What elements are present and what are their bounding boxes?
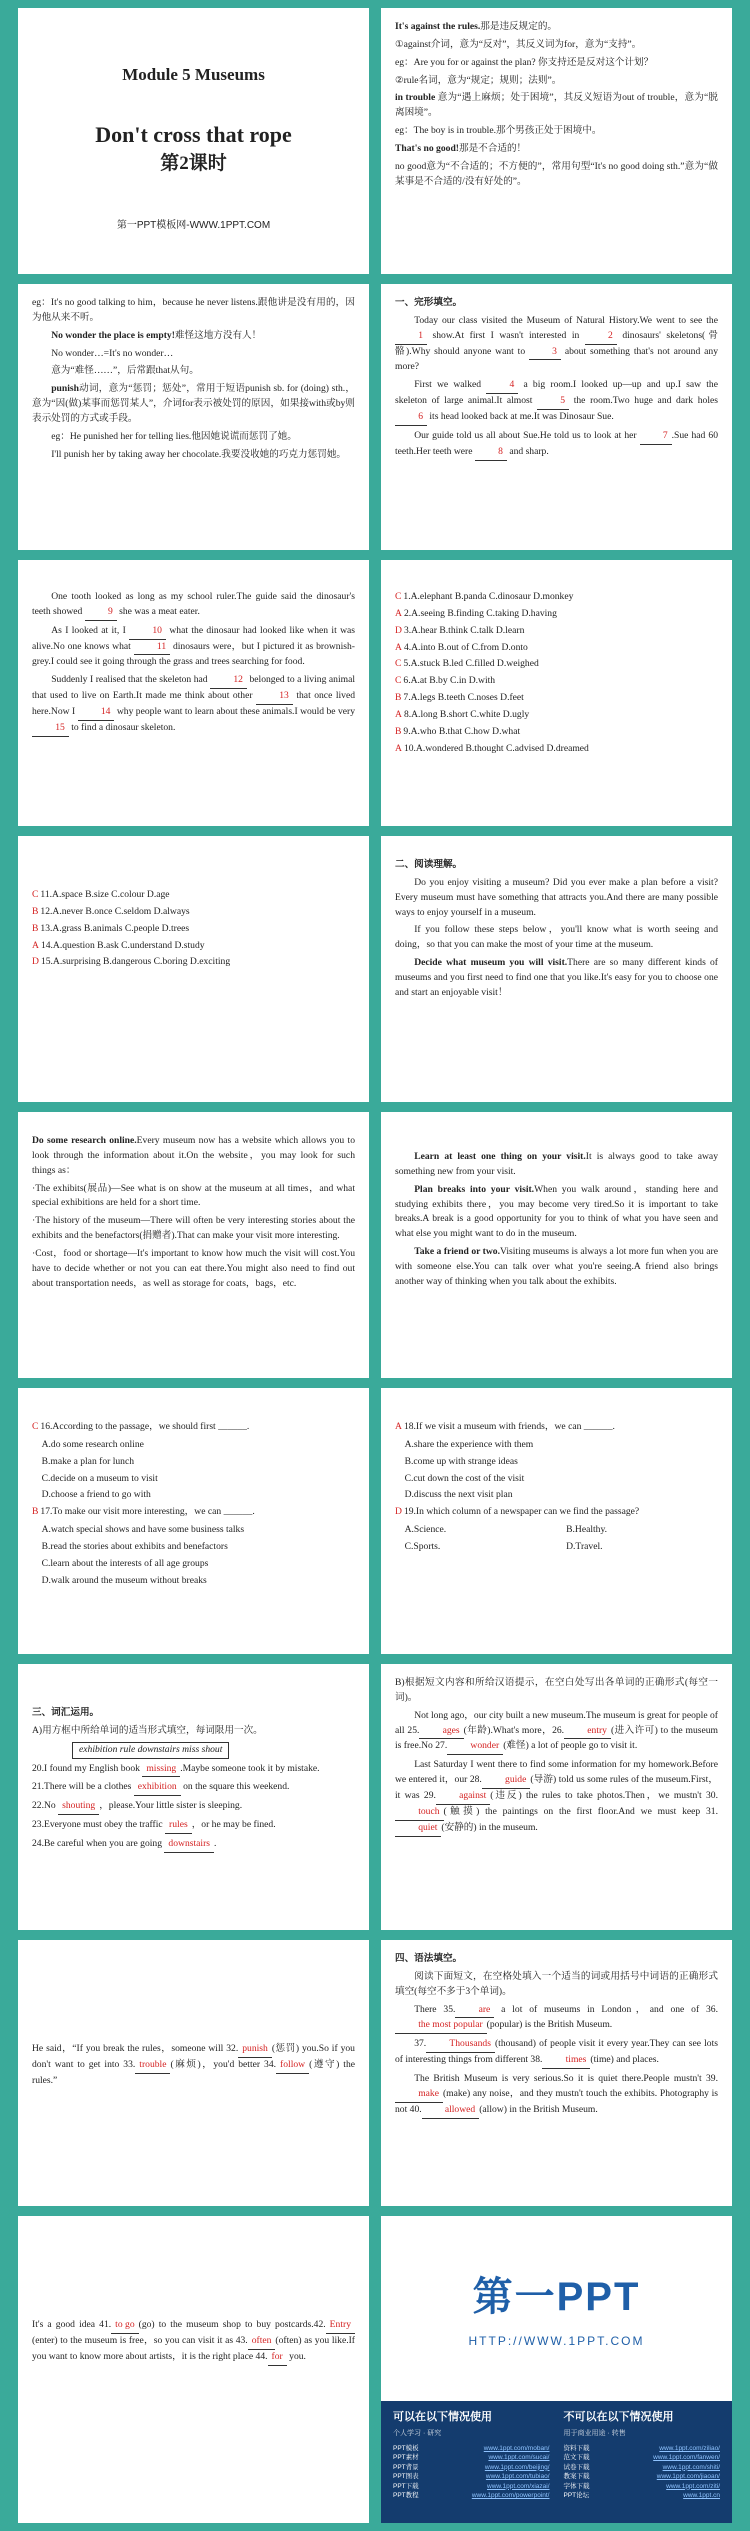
paragraph: If you follow these steps below，you'll know what is worth seeing and doing，so that you can make the most of your time at the museum.: [395, 924, 718, 951]
text: ，please.Your little sister is sleeping.: [99, 1800, 243, 1812]
blank: downstairs: [164, 1837, 214, 1853]
blank: 6: [395, 410, 427, 426]
text: (惩罚) you.So if you don't want to get into 33.: [32, 2043, 355, 2070]
option-item: [395, 691, 718, 706]
blank: Entry: [326, 2318, 355, 2334]
paragraph: ·The exhibits(展品)—See what is on show at the museum at all times，and what special exhibitions are held for a short time.: [32, 1182, 355, 1209]
option-text: 11.A.space B.size C.colour D.age: [40, 889, 170, 900]
blank: 10: [129, 624, 166, 640]
option-list: [32, 1438, 355, 1503]
disallowed-column: [564, 2409, 721, 2515]
link-url[interactable]: www.1ppt.com/jiaoan/: [656, 2473, 720, 2481]
subheading: Take a friend or two.: [414, 1246, 500, 1258]
text: that once lived here.Now I: [32, 690, 355, 718]
text: to find a dinosaur skeleton.: [71, 721, 176, 733]
text: its head looked back at me.It was Dinosaur Sue.: [429, 411, 614, 423]
blank: exhibition: [134, 1780, 181, 1796]
text: The British Museum is very serious.So it is quiet there.People mustn't 39.: [414, 2073, 718, 2085]
link-row[interactable]: [393, 2453, 550, 2462]
note: 意为“难怪……”，后常跟that从句。: [51, 365, 199, 377]
instruction: 阅读下面短文，在空格处填入一个适当的词或用括号中词语的正确形式填空(每空不多于3个单词)。: [395, 1970, 718, 1997]
blank: 12: [210, 673, 247, 689]
option-text: 4.A.into B.out of C.from D.onto: [403, 641, 528, 653]
option-list: [395, 1438, 718, 1503]
logo-area: [381, 2216, 732, 2401]
answer: A: [395, 742, 402, 754]
paragraph: Every museum now has a website which allows you to look through the information about it.On the website，you may look for such things as：: [32, 1135, 355, 1176]
blank: 2: [585, 329, 617, 345]
text: 20.I found my English book: [32, 1762, 140, 1774]
slide-vocabulary-b-cont: [18, 1940, 369, 2206]
link-name: PPT下载: [393, 2482, 419, 2490]
option-item: [395, 590, 718, 605]
text: and sharp.: [509, 445, 549, 457]
answer: C: [395, 658, 402, 670]
slide-cloze-options-1: [381, 560, 732, 826]
text: about something that's not around any more?: [395, 345, 718, 373]
translation: 那是不合适的！: [458, 143, 527, 155]
note: ①against介词，意为“反对”，其反义词为for，意为“支持”。: [395, 38, 642, 50]
answer: C: [32, 889, 39, 900]
answer: C: [32, 1421, 39, 1432]
slide-cloze-options-2: [18, 836, 369, 1102]
link-name: PPT论坛: [563, 2492, 590, 2499]
blank: wonder: [447, 1739, 503, 1755]
text: .Maybe someone took it by mistake.: [180, 1762, 320, 1774]
option-item: D.Travel.: [566, 1541, 603, 1553]
option-text: 3.A.hear B.think C.talk D.learn: [403, 624, 525, 636]
blank: against: [436, 1789, 490, 1805]
example: eg：The boy is in trouble.那个男孩正处于困境中。: [395, 125, 602, 137]
slide-cloze-passage-2: [18, 560, 369, 826]
blank: to go: [111, 2318, 138, 2334]
question: 19.In which column of a newspaper can we find the passage?: [403, 1506, 640, 1518]
text: 22.No: [32, 1800, 56, 1812]
option-item: C.decide on a museum to visit: [41, 1472, 158, 1484]
blank: 8: [475, 445, 507, 461]
text: she was a meat eater.: [119, 605, 200, 617]
slide-reading-3: [381, 1112, 732, 1378]
example: I'll punish her by taking away her chocolate.我要没收她的巧克力惩罚她。: [51, 448, 347, 460]
option-text: 1.A.elephant B.panda C.dinosaur D.monkey: [403, 591, 574, 602]
link-url[interactable]: www.1ppt.com/ziliao/: [659, 2444, 720, 2452]
text: (难怪) a lot of people go to visit it.: [503, 1740, 638, 1752]
text: (enter) to the museum is free，so you can visit it as 43.: [32, 2334, 248, 2346]
option-list: [32, 888, 355, 970]
link-url[interactable]: www.1ppt.com/shiti/: [662, 2463, 720, 2471]
translation: 那是违反规定的。: [480, 21, 558, 32]
phrase: punish: [51, 383, 79, 395]
answer: D: [32, 956, 39, 968]
blank: trouble: [135, 2058, 170, 2074]
option-item: D.discuss the next visit plan: [404, 1489, 513, 1501]
option-item: [395, 708, 718, 723]
allowed-title: 可以在以下情况使用: [393, 2411, 492, 2423]
text: Last Saturday I went there to find some information for my homework.Before we entered it，our 28.: [395, 1759, 718, 1786]
option-text: 10.A.wondered B.thought C.advised D.dreamed: [403, 742, 589, 754]
blank: 5: [537, 394, 569, 410]
text: (导游) told us some rules of the museum.First，it was 29.: [395, 1774, 718, 1802]
link-row[interactable]: [564, 2463, 721, 2472]
link-row[interactable]: [393, 2491, 550, 2500]
option-item: [32, 939, 355, 954]
link-list: [564, 2444, 721, 2501]
paragraph: It is always good to take away something new from your visit.: [395, 1151, 718, 1177]
option-item: C.Sports.: [404, 1541, 441, 1553]
answer: B: [32, 905, 39, 917]
answer: D: [395, 1506, 402, 1518]
text: (年龄).What's more，26.: [463, 1724, 565, 1736]
blank: 4: [486, 378, 518, 394]
option-text: 7.A.legs B.teeth C.noses D.feet: [403, 692, 524, 704]
subheading: Learn at least one thing on your visit.: [414, 1151, 586, 1162]
link-url[interactable]: www.1ppt.com/moban/: [483, 2444, 550, 2452]
link-url[interactable]: www.1ppt.com/beijing/: [484, 2463, 550, 2471]
text: First we walked: [414, 379, 482, 391]
blank: times: [542, 2053, 590, 2069]
link-url[interactable]: www.1ppt.com/ziti/: [666, 2482, 720, 2490]
answer: B: [395, 725, 402, 737]
blank: 14: [78, 705, 115, 721]
example: eg：It's no good talking to him，because he never listens.跟他讲是没有用的，因为他从来不听。: [32, 297, 355, 323]
text: dinosaurs' skeletons(骨骼).Why should anyone want to: [395, 329, 718, 357]
phrase: No wonder the place is empty!: [51, 329, 175, 341]
paragraph: Visiting museums is always a lot more fun when you are with someone else.You can talk over what you're seeing.A friend also brings another way of thinking when you talk about the exhibits.: [395, 1246, 718, 1287]
link-url[interactable]: www.1ppt.com/powerpoint/: [471, 2492, 550, 2499]
answer: A: [395, 641, 402, 653]
text: you.: [289, 2350, 306, 2362]
link-name: 字体下载: [563, 2482, 590, 2490]
paragraph: Do you enjoy visiting a museum? Did you ever make a plan before a visit? Every museum must have something that attracts you.And there are many possible ways to enjoy yourself in a museum.: [395, 876, 718, 918]
slide-vocabulary-b: [381, 1664, 732, 1930]
text: (make) any noise，and they mustn't touch the exhibits. Photography is not 40.: [395, 2087, 718, 2115]
text: the room.Two huge and dark holes: [573, 395, 718, 407]
slide-reading-2: [18, 1112, 369, 1378]
slide-reading-questions-2: [381, 1388, 732, 1654]
text: (违反) the rules to take photos.Then，we mustn't 30.: [490, 1790, 719, 1802]
blank: are: [455, 2003, 494, 2019]
slide-notes-2: [18, 284, 369, 550]
answer: B: [32, 1506, 39, 1518]
text: .Sue had 60 teeth.Her teeth were: [395, 429, 718, 457]
section-heading: 一、完形填空。: [395, 297, 463, 308]
lesson-number: 第2课时: [160, 152, 227, 174]
note: 意为“遇上麻烦；处于困境”，其反义短语为out of trouble，意为“脱离困境”。: [395, 92, 719, 119]
link-row[interactable]: [393, 2444, 550, 2453]
section-heading: 二、阅读理解。: [395, 859, 463, 870]
text: Suddenly I realised that the skeleton had: [51, 674, 208, 686]
blank: shouting: [58, 1799, 99, 1815]
slide-title: [18, 8, 369, 274]
blank: quiet: [395, 1821, 441, 1837]
blank: make: [395, 2087, 443, 2103]
option-text: 13.A.grass B.animals C.people D.trees: [40, 922, 190, 934]
option-text: 9.A.who B.that C.how D.what: [403, 725, 521, 737]
option-item: B.read the stories about exhibits and benefactors: [41, 1541, 228, 1553]
link-row[interactable]: [564, 2482, 721, 2491]
link-name: PPT教程: [393, 2492, 419, 2499]
allowed-sub: 个人学习 · 研究: [393, 2430, 442, 2438]
note: No wonder…=It's no wonder…: [51, 347, 174, 359]
section-heading: 四、语法填空。: [395, 1953, 463, 1964]
slide-cloze-passage-1: [381, 284, 732, 550]
blank: allowed: [422, 2103, 480, 2119]
slide-notes-1: [381, 8, 732, 274]
example: eg：He punished her for telling lies.他因她说谎而惩罚了她。: [51, 430, 297, 442]
link-row[interactable]: [393, 2463, 550, 2472]
option-text: 5.A.stuck B.led C.filled D.weighed: [403, 658, 539, 670]
text: 23.Everyone must obey the traffic: [32, 1819, 163, 1831]
question: 16.According to the passage，we should first ______.: [40, 1421, 250, 1432]
link-row[interactable]: [564, 2472, 721, 2481]
option-item: B.Healthy.: [566, 1524, 608, 1536]
translation: 难怪这地方没有人！: [174, 329, 262, 341]
text: (go) to the museum shop to buy postcards.42.: [138, 2319, 326, 2330]
option-item: [395, 624, 718, 639]
module-title: Module 5 Museums: [122, 65, 265, 84]
example: eg：Are you for or against the plan? 你支持还是反对这个计划？: [395, 56, 654, 68]
paragraph: ·Cost，food or shortage—It's important to know how much the visit will cost.You have to decide whether or not you can eat there.You might also need to find out about transportation needs，as well as storage for coats，bags，etc.: [32, 1248, 355, 1289]
text: on the square this weekend.: [183, 1781, 290, 1793]
answer: D: [395, 624, 402, 636]
paragraph: ·The history of the museum—There will often be very interesting stories about the exhibits and the benefactors(捐赠者).That can make your visit more interesting.: [32, 1215, 355, 1242]
note: ②rule名词，意为“规定；规则；法则”。: [395, 74, 562, 86]
link-name: 试卷下载: [563, 2463, 590, 2471]
text: dinosaurs were，but I pictured it as brownish-grey.I could see it going through the grass and trees searching for food.: [32, 640, 355, 668]
link-name: PPT背景: [393, 2463, 419, 2471]
allowed-column: [393, 2409, 550, 2515]
question: 17.To make our visit more interesting，we can ______.: [40, 1506, 255, 1518]
note: 动词，意为“惩罚；惩处”，常用于短语punish sb. for (doing) sth.，意为“因(做)某事而惩罚某人”，介词for表示被处罚的原因，如果接with或by则表示处罚的方式或手段。: [32, 383, 355, 425]
text: (time) and places.: [590, 2054, 659, 2066]
slide-reading-1: [381, 836, 732, 1102]
phrase: That's no good!: [395, 143, 459, 155]
answer: B: [32, 922, 39, 934]
text: (often) as you like.If you want to know more about artists，it is the right place 44.: [32, 2334, 355, 2362]
blank: 3: [529, 345, 561, 361]
subheading: Plan breaks into your visit.: [414, 1183, 535, 1195]
usage-panel: [381, 2401, 732, 2523]
text: (安静的) in the museum.: [441, 1821, 538, 1833]
text: .: [214, 1838, 217, 1850]
text: 21.There will be a clothes: [32, 1781, 132, 1793]
text: (thousand) of people visit it every year.They can see lots of interesting things from different 38.: [395, 2038, 718, 2066]
option-item: [395, 674, 718, 689]
section-heading: 三、词汇运用。: [32, 1707, 100, 1718]
option-item: [32, 888, 355, 903]
blank: Thousands: [426, 2037, 495, 2053]
blank: punish: [238, 2042, 272, 2058]
link-row[interactable]: [393, 2482, 550, 2491]
option-item: A.do some research online: [41, 1438, 144, 1450]
text: ，or he may be fined.: [191, 1819, 276, 1831]
answer: A: [32, 939, 39, 951]
option-text: 8.A.long B.short C.white D.ugly: [403, 709, 530, 721]
blank: 11: [134, 640, 170, 656]
link-row[interactable]: [393, 2472, 550, 2481]
blank: entry: [564, 1724, 611, 1740]
slide-vocabulary-a: [18, 1664, 369, 1930]
disallowed-title: 不可以在以下情况使用: [563, 2411, 674, 2423]
text: why people want to learn about these animals.I would be very: [116, 706, 356, 718]
option-item: D.choose a friend to go with: [41, 1489, 151, 1501]
blank: 1: [395, 329, 427, 345]
blank: guide: [482, 1773, 531, 1789]
option-item: D.walk around the museum without breaks: [41, 1574, 207, 1586]
brand-logo: 第一PPT: [472, 2275, 641, 2320]
disallowed-sub: 用于商业用途 · 转售: [563, 2430, 626, 2438]
text: 24.Be careful when you are going: [32, 1838, 163, 1850]
link-row[interactable]: [564, 2444, 721, 2453]
text: show.At first I wasn't interested in: [432, 329, 580, 341]
text: (allow) in the British Museum.: [479, 2103, 598, 2115]
link-row[interactable]: [564, 2491, 721, 2500]
answer: A: [395, 1421, 402, 1432]
option-item: [395, 742, 718, 757]
text: belonged to a living animal that used to live on Earth.It made me think about other: [32, 674, 356, 702]
option-item: A.Science.: [404, 1524, 447, 1536]
blank: the most popular: [395, 2018, 487, 2034]
text: One tooth looked as long as my school ruler.The guide said the dinosaur's teeth showed: [32, 591, 355, 617]
blank: 15: [32, 721, 69, 737]
option-text: 6.A.at B.by C.in D.with: [403, 675, 496, 687]
link-url[interactable]: www.1ppt.com/tubiao/: [485, 2473, 550, 2481]
blank: ages: [419, 1724, 463, 1740]
text: He said，“If you break the rules，someone will 32.: [32, 2043, 239, 2054]
instruction: A)用方框中所给单词的适当形式填空，每词限用一次。: [32, 1724, 263, 1736]
option-list: [32, 1523, 355, 1588]
option-item: C.learn about the interests of all age groups: [41, 1557, 209, 1569]
link-row[interactable]: [564, 2453, 721, 2462]
paragraph: There are so many different kinds of museums and you first need to find one that you like.It's easy for you to choose one and start an enjoyable visit！: [395, 957, 719, 998]
text: a big room.I looked up—up and up.I saw the skeleton of large animal.It almost: [395, 379, 718, 407]
note: no good意为“不合适的；不方便的”，常用句型“It's no good doing sth.”意为“做某事是不合适的/没有好处的”。: [395, 160, 718, 187]
option-item: [395, 641, 718, 656]
option-item: [395, 725, 718, 740]
option-item: [395, 607, 718, 622]
word-box: exhibition rule downstairs miss shout: [72, 1742, 229, 1759]
text: Today our class visited the Museum of Natural History.We went to see the: [414, 314, 718, 326]
text: Not long ago，our city built a new museum.The museum is great for people of all 25.: [395, 1709, 718, 1736]
option-text: 15.A.surprising B.dangerous C.boring D.exciting: [40, 956, 231, 968]
option-item: C.cut down the cost of the visit: [404, 1472, 525, 1484]
option-text: 14.A.question B.ask C.understand D.study: [40, 939, 205, 951]
answer: A: [395, 607, 402, 619]
answer: B: [395, 692, 402, 704]
blank: 13: [256, 689, 293, 705]
option-item: [32, 905, 355, 920]
text: a lot of museums in London，and one of 36.: [501, 2003, 718, 2015]
link-list: [393, 2444, 550, 2501]
slide-grammar-fill: [381, 1940, 732, 2206]
option-item: [32, 955, 355, 970]
link-name: PPT图表: [393, 2473, 419, 2481]
question: 18.If we visit a museum with friends，we can ______.: [403, 1421, 615, 1432]
answer: C: [395, 675, 402, 687]
instruction: B)根据短文内容和所给汉语提示，在空白处写出各单词的正确形式(每空一词)。: [395, 1677, 718, 1703]
text: (popular) is the British Museum.: [486, 2019, 613, 2031]
text: (麻烦)，you'd better 34.: [170, 2058, 277, 2070]
text: (触摸) the paintings on the first floor.And we must keep 31.: [443, 1805, 718, 1817]
blank: follow: [276, 2058, 309, 2074]
link-name: 教案下载: [563, 2473, 590, 2481]
brand-url: HTTP://WWW.1PPT.COM: [468, 2334, 645, 2349]
option-text: 12.A.never B.once C.seldom D.always: [40, 905, 190, 917]
option-item: B.come up with strange ideas: [404, 1455, 518, 1467]
option-text: 2.A.seeing B.finding C.taking D.having: [403, 607, 557, 619]
answer: A: [395, 709, 402, 721]
link-url[interactable]: www.1ppt.com/sucai/: [488, 2454, 550, 2462]
paragraph: When you walk around，standing here and studying exhibits there，you may become very tired.So it is important to take breaks.A break is a good opportunity for you to think of what you have seen and what else you might want to do in the museum.: [395, 1183, 719, 1240]
blank: rules: [165, 1818, 192, 1834]
phrase: It's against the rules.: [395, 21, 481, 32]
phrase: in trouble: [395, 92, 436, 104]
slide-grammar-fill-cont: [18, 2216, 369, 2523]
blank: often: [248, 2334, 276, 2350]
link-name: 范文下载: [563, 2454, 590, 2462]
text: There 35.: [414, 2003, 456, 2015]
blank: for: [268, 2350, 287, 2366]
lesson-title: Don't cross that rope: [95, 122, 292, 148]
blank: 9: [85, 605, 117, 621]
text: As I looked at it, I: [51, 624, 126, 636]
link-name: PPT模板: [393, 2444, 419, 2452]
link-url[interactable]: www.1ppt.cn: [683, 2492, 720, 2499]
link-name: 资料下载: [563, 2444, 590, 2452]
text: (遵守) the rules.”: [32, 2058, 356, 2086]
blank: touch: [395, 1805, 444, 1821]
answer: C: [395, 591, 402, 602]
link-url[interactable]: www.1ppt.com/xiazai/: [487, 2482, 550, 2490]
text: what the dinosaur had looked like when it was alive.No one knows what: [32, 624, 356, 652]
option-item: A.watch special shows and have some business talks: [41, 1524, 245, 1536]
text: 37.: [414, 2038, 427, 2050]
option-item: [32, 922, 355, 937]
option-list: [395, 1523, 718, 1557]
option-item: B.make a plan for lunch: [41, 1455, 135, 1467]
footer-text: 第一PPT模板网-WWW.1PPT.COM: [116, 220, 271, 232]
option-item: A.share the experience with them: [404, 1438, 534, 1450]
link-url[interactable]: www.1ppt.com/fanwen/: [653, 2454, 720, 2462]
slide-brand: [381, 2216, 732, 2523]
text: It's a good idea 41.: [32, 2319, 112, 2330]
text: (进入许可) to the museum is free.No 27.: [395, 1724, 718, 1752]
subheading: Do some research online.: [32, 1135, 137, 1146]
blank: missing: [142, 1762, 180, 1778]
link-name: PPT素材: [393, 2454, 419, 2462]
subheading: Decide what museum you will visit.: [414, 957, 568, 969]
slide-reading-questions-1: [18, 1388, 369, 1654]
blank: 7: [640, 429, 672, 445]
text: Our guide told us all about Sue.He told us to look at her: [414, 429, 637, 441]
option-list: [395, 590, 718, 757]
option-item: [395, 657, 718, 672]
